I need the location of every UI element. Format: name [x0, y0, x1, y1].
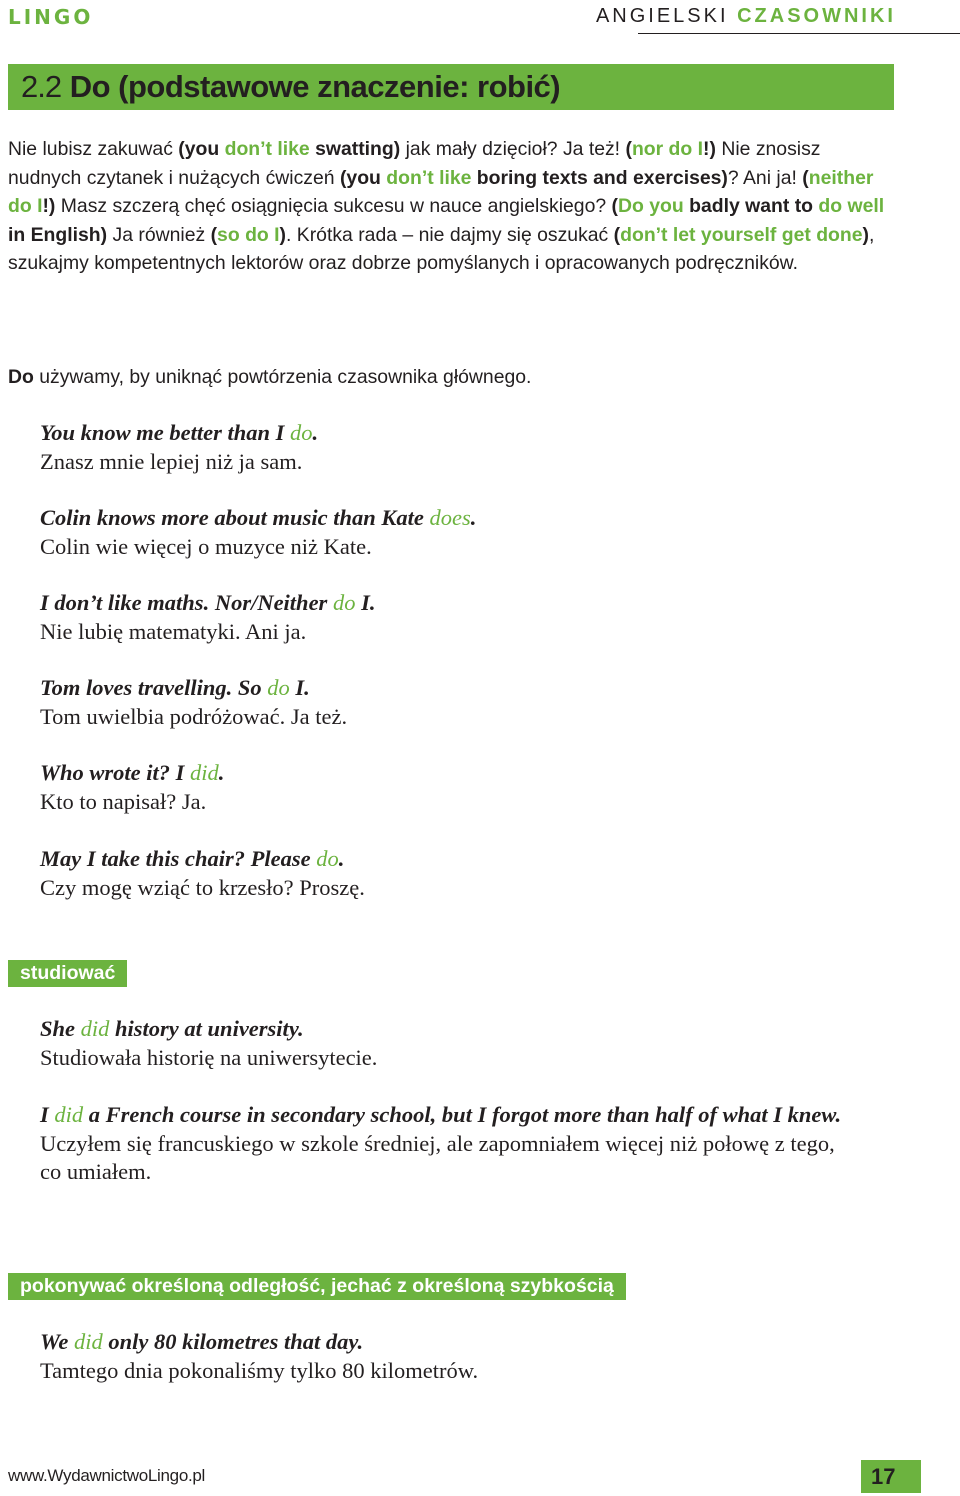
series-prefix: ANGIELSKI	[595, 5, 729, 27]
intro-text: (	[613, 223, 621, 246]
intro-text: Ja również	[107, 223, 211, 246]
intro-text: in English)	[8, 223, 108, 246]
header-divider	[638, 33, 960, 34]
intro-text: Masz szczerą chęć osiągnięcia sukcesu w nauce angielskiego?	[55, 195, 612, 217]
usage-note	[8, 363, 888, 391]
subheading-distance-speed: pokonywać określoną odległość, jechać z określoną szybkością	[8, 1273, 626, 1300]
example-highlight: do	[316, 846, 339, 871]
example-english-text: only 80 kilometres that day.	[102, 1329, 364, 1354]
intro-text: (	[625, 138, 632, 160]
intro-text: (you	[339, 166, 387, 189]
example-english-text: history at university.	[109, 1016, 304, 1041]
example-polish: Czy mogę wziąć to krzesło? Proszę.	[40, 874, 365, 900]
example-english-text: We	[40, 1329, 74, 1354]
intro-text: )	[862, 223, 869, 246]
logo: LINGO	[8, 5, 94, 29]
example-polish: Znasz mnie lepiej niż ja sam.	[40, 448, 303, 474]
intro-text: boring texts and exercises)	[471, 166, 728, 189]
page-number: 17	[861, 1460, 921, 1493]
example-english	[40, 759, 900, 788]
intro-highlight: nor do I	[631, 138, 704, 160]
example-polish: Tom uwielbia podróżować. Ja też.	[40, 703, 348, 729]
example-polish: Studiowała historię na uniwersytecie.	[40, 1044, 378, 1070]
intro-text: Nie lubisz zakuwać	[8, 138, 179, 160]
footer-url-link[interactable]: www.WydawnictwoLingo.pl	[8, 1466, 206, 1485]
intro-highlight: don’t let yourself get done	[620, 223, 863, 246]
intro-highlight: neither do I	[8, 166, 874, 217]
section-heading	[8, 64, 894, 110]
intro-text: ? Ani ja!	[727, 166, 803, 189]
example-english-text: You know me better than I	[40, 420, 291, 445]
intro-text: (you	[178, 138, 225, 160]
intro-text: , szukajmy kompetentnych lektorów oraz dobrze pomyślanych i opracowanych podręczników.	[8, 223, 875, 274]
example-highlight: did	[73, 1329, 103, 1354]
example-english-text: May I take this chair? Please	[40, 846, 317, 871]
example-english-text: a French course in secondary school, but I forgot more than half of what I knew.	[83, 1102, 842, 1127]
usage-keyword: Do	[8, 366, 34, 388]
intro-highlight: do well	[818, 195, 885, 217]
example-english	[40, 504, 900, 533]
example-polish: Kto to napisał? Ja.	[40, 788, 207, 814]
example-pair	[40, 504, 900, 561]
intro-text: (	[611, 195, 619, 217]
example-english-text: She	[40, 1016, 81, 1041]
intro-text: !)	[42, 195, 56, 217]
section-title: Do (podstawowe znaczenie: robić)	[69, 69, 561, 104]
intro-highlight: don’t like	[224, 138, 310, 160]
example-english-text: I	[40, 1102, 55, 1127]
example-highlight: did	[80, 1016, 110, 1041]
example-english-text: Who wrote it? I	[40, 760, 191, 785]
example-highlight: do	[332, 590, 356, 615]
intro-highlight: so do I	[217, 223, 280, 246]
example-highlight: do	[267, 675, 290, 700]
intro-text: (	[210, 223, 218, 246]
example-pair	[40, 1328, 900, 1385]
example-pair	[40, 1015, 900, 1072]
example-english-text: I.	[355, 590, 376, 615]
intro-text: !)	[703, 138, 716, 160]
example-pair	[40, 759, 900, 816]
intro-text: swatting)	[309, 138, 401, 160]
example-english-text: .	[470, 505, 477, 530]
example-english	[40, 1101, 860, 1130]
example-highlight: did	[190, 760, 219, 785]
example-english-text: I don’t like maths. Nor/Neither	[40, 590, 333, 615]
example-polish: Tamtego dnia pokonaliśmy tylko 80 kilometrów.	[40, 1357, 479, 1383]
example-highlight: do	[290, 420, 313, 445]
series-accent: CZASOWNIKI	[737, 5, 896, 27]
example-english-text: .	[218, 760, 225, 785]
example-pair	[40, 674, 900, 731]
example-english	[40, 845, 900, 874]
section-number: 2.2	[21, 69, 62, 104]
example-polish: Colin wie więcej o muzyce niż Kate.	[40, 533, 372, 559]
subheading-studiowac: studiować	[8, 960, 127, 987]
intro-highlight: Do you	[618, 195, 684, 217]
intro-text: badly want to	[683, 195, 819, 217]
example-highlight: did	[54, 1102, 84, 1127]
example-english-text: I.	[289, 675, 310, 700]
example-highlight: does	[429, 505, 471, 530]
example-english	[40, 1328, 900, 1357]
example-english-text: .	[312, 420, 319, 445]
example-english	[40, 1015, 900, 1044]
example-polish: Uczyłem się francuskiego w szkole średniej, ale zapomniałem więcej niż połowę z tego, co umiałem.	[40, 1130, 835, 1184]
intro-text: (	[802, 166, 809, 189]
example-english-text: Colin knows more about music than Kate	[40, 505, 430, 530]
usage-text: używamy, by uniknąć powtórzenia czasownika głównego.	[33, 366, 532, 388]
series-title	[596, 5, 896, 28]
example-english	[40, 589, 900, 618]
example-english	[40, 674, 900, 703]
example-pair	[40, 1101, 860, 1187]
example-english-text: .	[338, 846, 345, 871]
example-pair	[40, 419, 900, 476]
intro-text: )	[279, 223, 286, 246]
intro-text: Nie znosisz nudnych czytanek i nużących ćwiczeń	[8, 138, 821, 189]
example-pair	[40, 589, 900, 646]
example-pair	[40, 845, 900, 902]
example-polish: Nie lubię matematyki. Ani ja.	[40, 618, 307, 644]
intro-paragraph	[8, 135, 898, 278]
example-english	[40, 419, 900, 448]
intro-text: . Krótka rada – nie dajmy się oszukać	[286, 223, 614, 246]
intro-highlight: don’t like	[386, 166, 472, 189]
intro-text: jak mały dzięcioł? Ja też!	[400, 138, 626, 160]
example-english-text: Tom loves travelling. So	[40, 675, 268, 700]
